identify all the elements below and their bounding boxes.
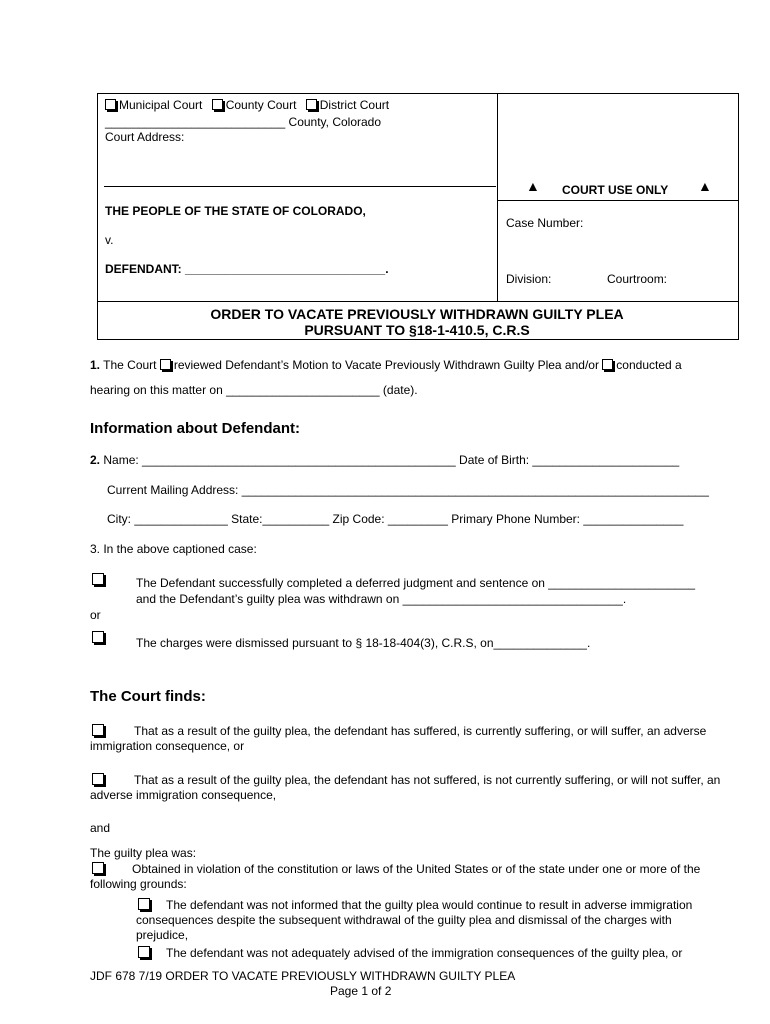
or-label: or [90, 608, 101, 622]
district-court-option[interactable] [306, 98, 389, 112]
triangle-up-icon: ▲ [698, 178, 712, 194]
ground-not-informed-text: The defendant was not informed that the guilty plea would continue to result in adverse immigration consequences despite the subsequent withdrawal of the guilty plea and dismissal of the charges with prejudice, [136, 898, 693, 942]
deferred-judgment-line2[interactable]: and the Defendant’s guilty plea was withdrawn on _________________________________. [136, 592, 627, 606]
section1-court: The Court [103, 358, 157, 372]
and-label: and [90, 821, 111, 835]
section1-line1 [90, 358, 682, 372]
obtained-in-violation-option[interactable] [90, 862, 730, 892]
charges-dismissed-option[interactable]: The charges were dismissed pursuant to § 18-18-404(3), C.R.S, on______________. [136, 636, 591, 650]
checkbox-icon[interactable] [92, 862, 104, 874]
conducted-hearing-label: conducted a [616, 358, 682, 372]
deferred-judgment-line1[interactable]: The Defendant successfully completed a deferred judgment and sentence on ______________________ [136, 576, 696, 590]
plea-was-label: The guilty plea was: [90, 846, 197, 860]
info-heading: Information about Defendant: [90, 420, 300, 437]
court-address-label: Court Address: [105, 130, 185, 144]
city-state-zip-phone-row[interactable]: City: ______________ State:__________ Zip Code: _________ Primary Phone Number: _______________ [107, 512, 684, 526]
suffered-text: That as a result of the guilty plea, the defendant has suffered, is currently suffering, or will suffer, an adverse immigration consequence, or [90, 724, 707, 753]
county-court-label: County Court [225, 98, 297, 112]
defendant-field[interactable]: DEFENDANT: ______________________________. [105, 262, 389, 276]
section3-intro: 3. In the above captioned case: [90, 542, 257, 556]
people-label: THE PEOPLE OF THE STATE OF COLORADO, [105, 204, 366, 218]
ground-not-informed-option[interactable] [136, 898, 726, 943]
district-court-label: District Court [319, 98, 390, 112]
checkbox-icon[interactable] [105, 99, 116, 110]
checkbox-icon[interactable] [92, 773, 104, 785]
ground-not-advised-option[interactable] [136, 946, 726, 961]
form-title-line1: ORDER TO VACATE PREVIOUSLY WITHDRAWN GUILTY PLEA [210, 306, 624, 322]
caption-divider-court-use [497, 200, 738, 201]
municipal-court-option[interactable] [105, 98, 202, 112]
caption-divider-parties [104, 186, 496, 187]
obtained-in-violation-text: Obtained in violation of the constitution or laws of the United States or of the state under one or more of the following grounds: [90, 862, 701, 891]
checkbox-icon[interactable] [92, 724, 104, 736]
hearing-date-field[interactable]: hearing on this matter on _______________________ (date). [90, 383, 418, 397]
page-number: Page 1 of 2 [330, 984, 392, 998]
court-use-only-label: COURT USE ONLY [562, 183, 669, 197]
caption-divider-vertical [497, 93, 498, 301]
court-options-row [105, 98, 389, 112]
suffered-option[interactable] [90, 724, 730, 754]
reviewed-motion-label: reviewed Defendant’s Motion to Vacate Previously Withdrawn Guilty Plea and/or [173, 358, 599, 372]
checkbox-icon[interactable] [602, 359, 613, 370]
section1-number: 1. [90, 358, 101, 372]
courtroom-field[interactable]: Courtroom: [607, 272, 668, 286]
checkbox-icon[interactable] [92, 631, 104, 643]
checkbox-icon[interactable] [138, 898, 150, 910]
versus-label: v. [105, 233, 114, 247]
ground-not-advised-text: The defendant was not adequately advised of the immigration consequences of the guilty plea, or [166, 946, 683, 960]
division-field[interactable]: Division: [506, 272, 552, 286]
checkbox-icon[interactable] [160, 359, 171, 370]
not-suffered-option[interactable] [90, 773, 730, 803]
checkbox-icon[interactable] [92, 573, 104, 585]
county-court-option[interactable] [212, 98, 297, 112]
reviewed-motion-option[interactable] [160, 358, 599, 372]
county-line[interactable]: ___________________________ County, Colorado [105, 115, 382, 129]
case-number-field[interactable]: Case Number: [506, 216, 584, 230]
name-dob-fields[interactable]: Name: _______________________________________________ Date of Birth: ______________________ [103, 453, 680, 467]
not-suffered-text: That as a result of the guilty plea, the defendant has not suffered, is not currently suffering, or will not suffer, an adverse immigration consequence, [90, 773, 721, 802]
checkbox-icon[interactable] [138, 946, 150, 958]
caption-divider-title [97, 301, 738, 302]
conducted-hearing-option[interactable] [602, 358, 681, 372]
section2-number: 2. [90, 453, 101, 467]
form-id-footer: JDF 678 7/19 ORDER TO VACATE PREVIOUSLY WITHDRAWN GUILTY PLEA [90, 969, 516, 983]
municipal-court-label: Municipal Court [119, 98, 203, 112]
checkbox-icon[interactable] [306, 99, 317, 110]
triangle-up-icon: ▲ [526, 178, 540, 194]
form-title-line2: PURSUANT TO §18-1-410.5, C.R.S [304, 322, 530, 338]
finds-heading: The Court finds: [90, 688, 206, 705]
mailing-address-field[interactable]: Current Mailing Address: ______________________________________________________________________ [107, 483, 709, 497]
checkbox-icon[interactable] [212, 99, 223, 110]
name-dob-row[interactable] [90, 453, 679, 467]
